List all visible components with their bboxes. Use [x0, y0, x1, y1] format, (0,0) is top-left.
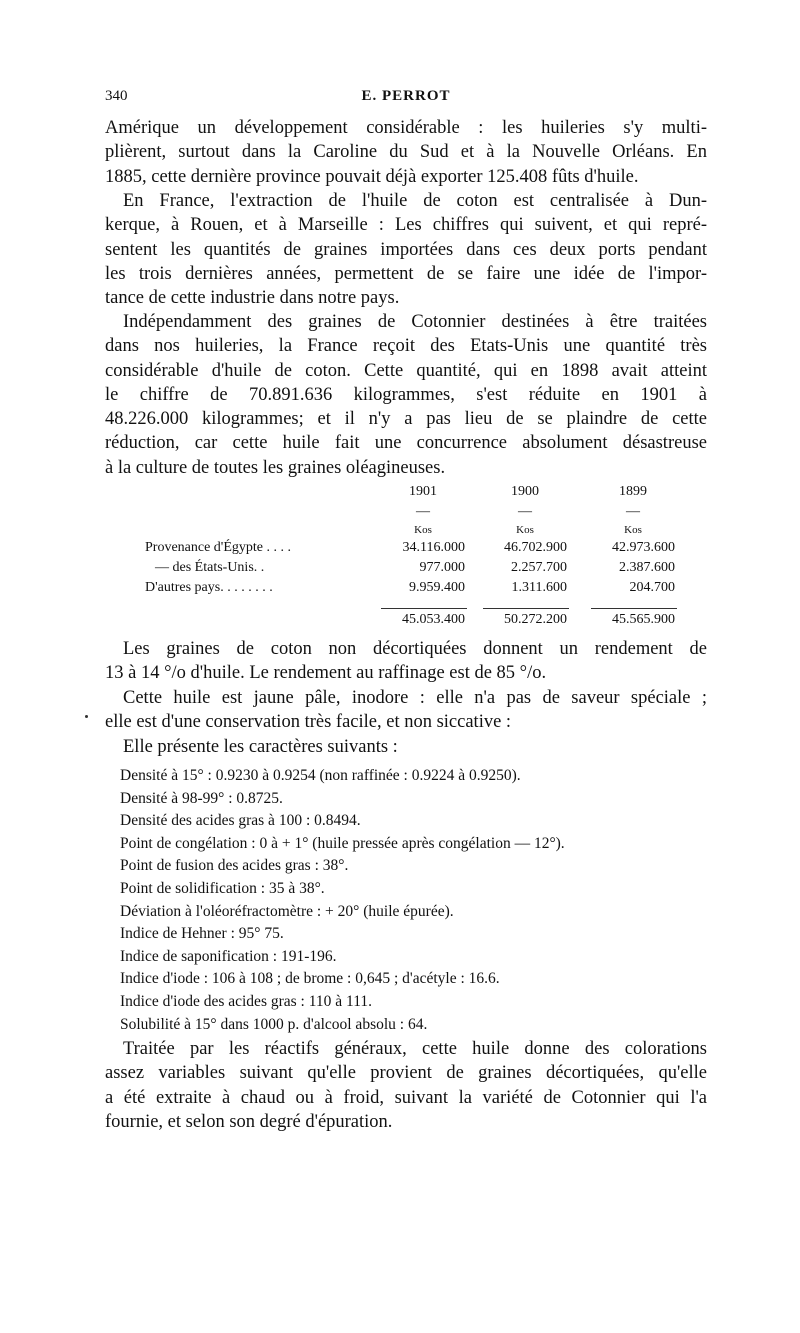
text-line: kerque, à Rouen, et à Marseille : Les chiffres qui suivent, et qui repré- — [105, 215, 707, 236]
running-head: E. PERROT — [361, 88, 451, 104]
table-cell: 204.700 — [629, 580, 675, 595]
unit-label: Kos — [624, 524, 642, 536]
text-line: le chiffre de 70.891.636 kilogrammes, s'est réduite en 1901 à — [105, 384, 707, 405]
text-line: Elle présente les caractères suivants : — [123, 736, 398, 757]
text-line: En France, l'extraction de l'huile de coton est centralisée à Dun- — [123, 191, 707, 211]
list-item: Indice de Hehner : 95° 75. — [120, 925, 284, 943]
text-line: dans nos huileries, la France reçoit des Etats-Unis une quantité très — [105, 336, 707, 357]
table-total-row — [145, 612, 707, 632]
text-line: sentent les quantités de graines importées dans ces deux ports pendant — [105, 239, 707, 260]
text-line: elle est d'une conservation très facile, et non siccative : — [105, 712, 512, 733]
unit-label: Kos — [516, 524, 534, 536]
table-cell: 9.959.400 — [409, 580, 465, 595]
paragraph-1 — [105, 116, 707, 189]
table-row — [145, 540, 707, 560]
row-label: Provenance d'Égypte . . . . — [145, 540, 291, 555]
text-line: considérable d'huile de coton. Cette quantité, qui en 1898 avait atteint — [105, 360, 707, 381]
total-rule — [381, 608, 467, 609]
text-line: tance de cette industrie dans notre pays. — [105, 288, 400, 309]
text-line: 1885, cette dernière province pouvait déjà exporter 125.408 fûts d'huile. — [105, 166, 639, 187]
table-year-row — [145, 484, 707, 504]
text-line: Amérique un développement considérable : les huileries s'y multi- — [105, 118, 707, 138]
dash: — — [626, 504, 640, 519]
total-cell: 45.565.900 — [612, 612, 675, 627]
total-rule — [483, 608, 569, 609]
row-label: D'autres pays. . . . . . . . — [145, 580, 273, 595]
table-cell: 34.116.000 — [402, 540, 465, 555]
paragraph-4 — [105, 637, 707, 686]
year-header: 1899 — [619, 484, 647, 499]
list-item: Solubilité à 15° dans 1000 p. d'alcool absolu : 64. — [120, 1015, 428, 1033]
list-item: Densité à 15° : 0.9230 à 0.9254 (non raffinée : 0.9224 à 0.9250). — [120, 767, 521, 784]
text-line: plièrent, surtout dans la Caroline du Sud et à la Nouvelle Orléans. En — [105, 142, 707, 163]
text-line: a été extraite à chaud ou à froid, suivant la variété de Cotonnier qui l'a — [105, 1087, 707, 1108]
total-cell: 45.053.400 — [402, 612, 465, 627]
table-cell: 977.000 — [419, 560, 465, 575]
paragraph-2 — [105, 189, 707, 310]
text-line: Cette huile est jaune pâle, inodore : elle n'a pas de saveur spéciale ; — [123, 688, 707, 708]
list-item: Indice d'iode : 106 à 108 ; de brome : 0,645 ; d'acétyle : 16.6. — [120, 970, 500, 988]
list-item: Densité à 98-99° : 0.8725. — [120, 789, 283, 807]
list-item: Point de congélation : 0 à + 1° (huile pressée après congélation — 12°). — [120, 834, 565, 852]
year-header: 1900 — [511, 484, 539, 499]
table-cell: 46.702.900 — [504, 540, 567, 555]
text-line: Les graines de coton non décortiquées donnent un rendement de — [123, 639, 707, 659]
paragraph-6 — [105, 1037, 707, 1134]
list-item: Point de fusion des acides gras : 38°. — [120, 857, 349, 875]
list-item: Point de solidification : 35 à 38°. — [120, 879, 325, 897]
page-number: 340 — [105, 88, 128, 104]
table-cell: 2.257.700 — [511, 560, 567, 575]
text-line: assez variables suivant qu'elle provient de graines décortiquées, qu'elle — [105, 1063, 707, 1084]
table-cell: 1.311.600 — [511, 580, 567, 595]
table-row — [145, 560, 707, 580]
list-item: Densité des acides gras à 100 : 0.8494. — [120, 812, 361, 830]
total-rule — [591, 608, 677, 609]
row-label: — des États-Unis. . — [155, 560, 265, 575]
table-cell: 42.973.600 — [612, 540, 675, 555]
list-item: Indice de saponification : 191-196. — [120, 947, 337, 965]
page-header — [105, 88, 707, 110]
dash: — — [416, 504, 430, 519]
text-line: réduction, car cette huile fait une concurrence absolument désastreuse — [105, 433, 707, 454]
table-dash-row — [145, 504, 707, 522]
text-line: 13 à 14 °/o d'huile. Le rendement au raffinage est de 85 °/o. — [105, 663, 547, 684]
text-line: à la culture de toutes les graines oléagineuses. — [105, 457, 446, 478]
import-table — [145, 484, 707, 632]
paragraph-3 — [105, 310, 707, 480]
dash: — — [518, 504, 532, 519]
text-line: les trois dernières années, permettent de se faire une idée de l'impor- — [105, 263, 707, 284]
characteristics-list — [120, 767, 720, 1038]
total-cell: 50.272.200 — [504, 612, 567, 627]
list-item: Déviation à l'oléoréfractomètre : + 20° (huile épurée). — [120, 902, 454, 920]
unit-label: Kos — [414, 524, 432, 536]
text-line: Traitée par les réactifs généraux, cette huile donne des colorations — [123, 1039, 707, 1059]
text-line: 48.226.000 kilogrammes; et il n'y a pas lieu de se plaindre de cette — [105, 409, 707, 430]
margin-mark — [85, 715, 88, 718]
text-line: fournie, et selon son degré d'épuration. — [105, 1111, 393, 1132]
year-header: 1901 — [409, 484, 437, 499]
paragraph-5 — [105, 686, 707, 759]
list-item: Indice d'iode des acides gras : 110 à 111. — [120, 992, 373, 1010]
table-cell: 2.387.600 — [619, 560, 675, 575]
table-row — [145, 580, 707, 600]
text-line: Indépendamment des graines de Cotonnier destinées à être traitées — [123, 312, 707, 332]
